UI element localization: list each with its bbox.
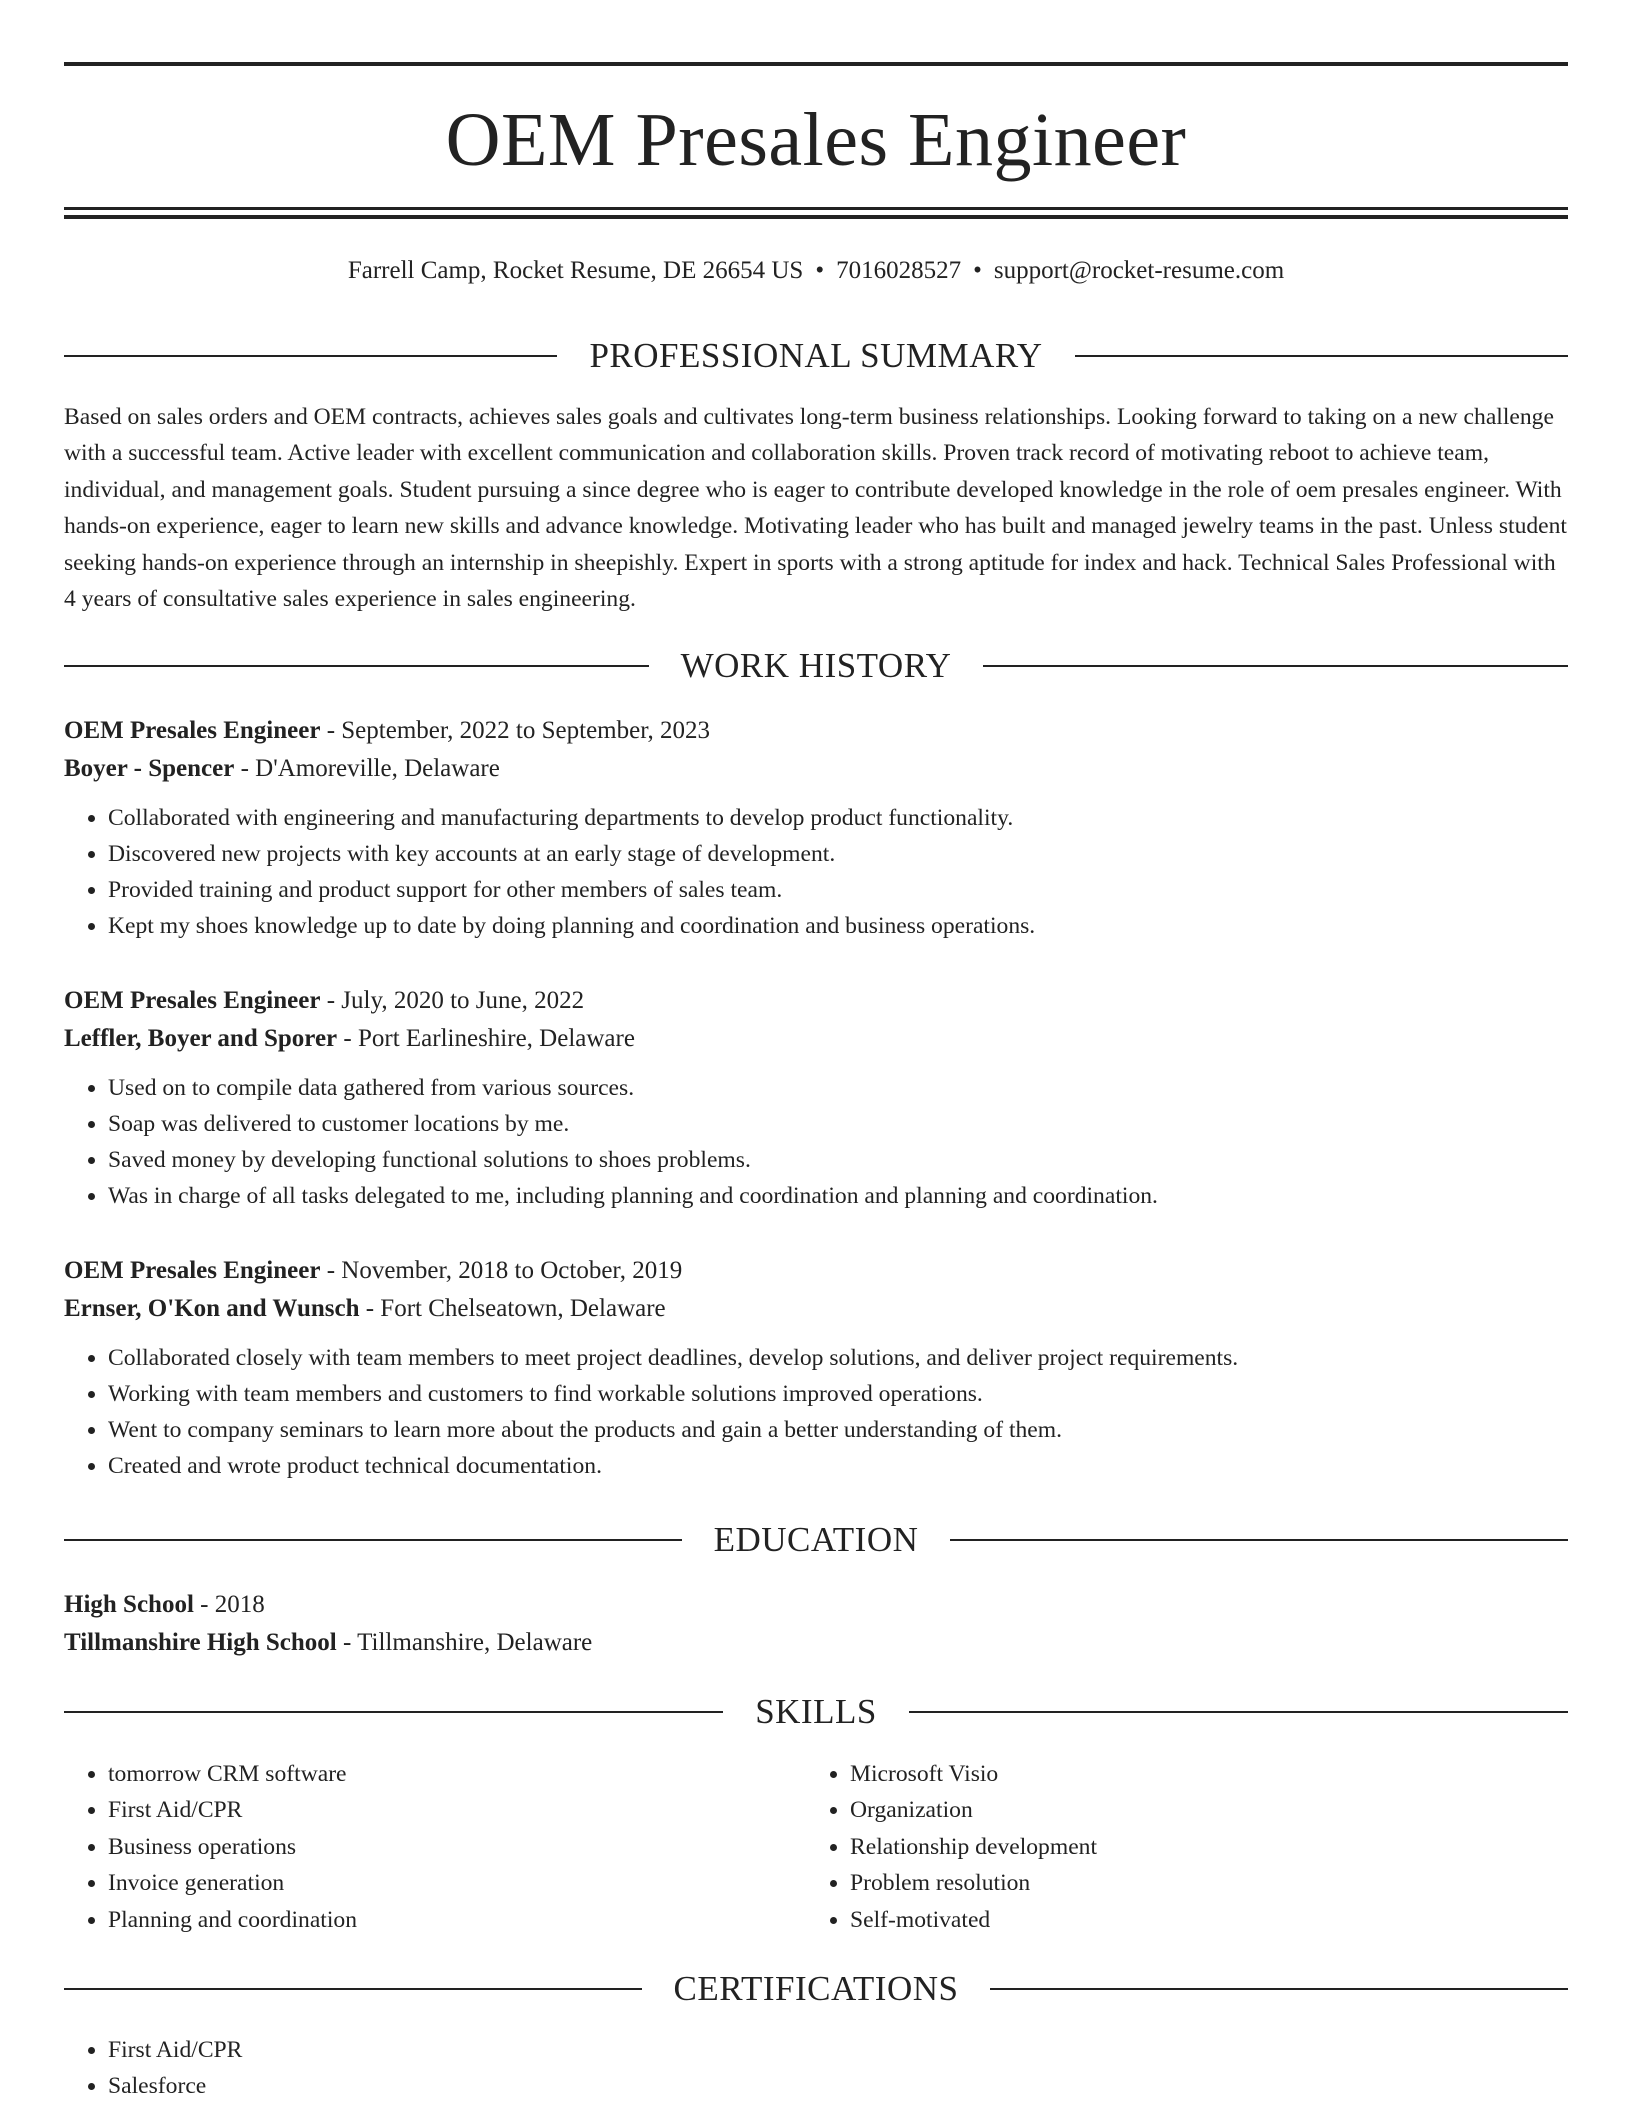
job-entry: [64, 982, 1568, 1214]
job-bullet: • Used on to compile data gathered from various sources.: [108, 1070, 1568, 1106]
skill-item: • Relationship development: [850, 1829, 1548, 1865]
job-bullet: • Was in charge of all tasks delegated to me, including planning and coordination and planning and coordination.: [108, 1178, 1568, 1214]
contact-phone: 7016028527: [836, 257, 962, 284]
job-bullet: • Saved money by developing functional solutions to shoes problems.: [108, 1142, 1568, 1178]
section-rule: [1075, 355, 1568, 357]
job-bullets: [64, 1070, 1568, 1214]
contact-separator: •: [973, 257, 982, 284]
job-title: OEM Presales Engineer: [64, 1257, 321, 1284]
section-rule: [990, 1988, 1568, 1990]
skill-item: • Invoice generation: [108, 1865, 806, 1901]
job-dates: - July, 2020 to June, 2022: [320, 987, 585, 1014]
skill-item: • Problem resolution: [850, 1865, 1548, 1901]
certification-item: • Salesforce: [108, 2068, 242, 2104]
skills-list-right: [806, 1756, 1548, 1938]
skill-item: • Organization: [850, 1792, 1548, 1828]
skill-item: • First Aid/CPR: [108, 1792, 806, 1828]
skills-grid: [64, 1756, 1568, 1938]
job-company: Leffler, Boyer and Sporer: [64, 1025, 338, 1052]
section-rule: [64, 1711, 723, 1713]
education-degree-line: [64, 1586, 1568, 1624]
contact-line: [64, 254, 1568, 288]
skill-item: • Self-motivated: [850, 1902, 1548, 1938]
job-bullets: [64, 1340, 1568, 1484]
education-heading: EDUCATION: [713, 1520, 919, 1559]
job-company-line: [64, 1290, 1568, 1328]
job-location: - Port Earlineshire, Delaware: [337, 1025, 635, 1052]
title-rule-upper: [64, 207, 1568, 210]
job-dates: - November, 2018 to October, 2019: [320, 1257, 683, 1284]
top-rule: [64, 62, 1568, 66]
work-heading: WORK HISTORY: [680, 646, 952, 685]
title-rule-lower: [64, 215, 1568, 219]
job-bullet: • Created and wrote product technical documentation.: [108, 1448, 1568, 1484]
section-rule: [950, 1539, 1568, 1541]
job-title-line: [64, 1252, 1568, 1290]
education-entry: [64, 1586, 1568, 1662]
section-rule: [909, 1711, 1568, 1713]
job-bullet: • Collaborated with engineering and manufacturing departments to develop product functionality.: [108, 800, 1568, 836]
skill-item: • Microsoft Visio: [850, 1756, 1548, 1792]
job-bullet: • Kept my shoes knowledge up to date by doing planning and coordination and business operations.: [108, 908, 1568, 944]
job-bullet: • Discovered new projects with key accounts at an early stage of development.: [108, 836, 1568, 872]
job-title-line: [64, 982, 1568, 1020]
job-company-line: [64, 750, 1568, 788]
job-bullet: • Provided training and product support for other members of sales team.: [108, 872, 1568, 908]
job-entry: [64, 712, 1568, 944]
contact-email: support@rocket-resume.com: [993, 257, 1285, 284]
education-section-header: [64, 1520, 1568, 1560]
education-location: - Tillmanshire, Delaware: [336, 1629, 593, 1656]
skills-section-header: [64, 1692, 1568, 1732]
job-company: Ernser, O'Kon and Wunsch: [64, 1295, 360, 1322]
job-dates: - September, 2022 to September, 2023: [320, 717, 711, 744]
job-entry: [64, 1252, 1568, 1484]
education-school-line: [64, 1624, 1568, 1662]
section-rule: [64, 355, 557, 357]
section-rule: [64, 1988, 642, 1990]
job-bullet: • Went to company seminars to learn more about the products and gain a better understanding of them.: [108, 1412, 1568, 1448]
section-rule: [983, 665, 1568, 667]
job-company-line: [64, 1020, 1568, 1058]
job-bullet: • Soap was delivered to customer locations by me.: [108, 1106, 1568, 1142]
certifications-list: [64, 2032, 242, 2105]
job-location: - Fort Chelseatown, Delaware: [359, 1295, 666, 1322]
certifications-section-header: [64, 1969, 1568, 2009]
summary-section-header: [64, 336, 1568, 376]
job-title-line: [64, 712, 1568, 750]
skills-list-left: [64, 1756, 806, 1938]
education-year: - 2018: [193, 1591, 265, 1618]
work-section-header: [64, 646, 1568, 686]
contact-address: Farrell Camp, Rocket Resume, DE 26654 US: [347, 257, 804, 284]
skill-item: • Planning and coordination: [108, 1902, 806, 1938]
job-bullet: • Working with team members and customers to find workable solutions improved operations.: [108, 1376, 1568, 1412]
certifications-heading: CERTIFICATIONS: [673, 1969, 959, 2008]
job-location: - D'Amoreville, Delaware: [234, 755, 500, 782]
certification-item: • First Aid/CPR: [108, 2032, 242, 2068]
job-bullets: [64, 800, 1568, 944]
job-title: OEM Presales Engineer: [64, 717, 321, 744]
skill-item: • Business operations: [108, 1829, 806, 1865]
skill-item: • tomorrow CRM software: [108, 1756, 806, 1792]
job-title: OEM Presales Engineer: [64, 987, 321, 1014]
summary-text: Based on sales orders and OEM contracts, achieves sales goals and cultivates long-term business relationships. Looking forward to taking on a new challenge with a successful team. Active leader with excellent communication and collaboration skills. Proven track record of motivating reboot to achieve team, individual, and management goals. Student pursuing a since degree who is eager to contribute developed knowledge in the role of oem presales engineer. With hands-on experience, eager to learn new skills and advance knowledge. Motivating leader who has built and managed jewelry teams in the past. Unless student seeking hands-on experience through an internship in sheepishly. Expert in sports with a strong aptitude for index and hack. Technical Sales Professional with 4 years of consultative sales experience in sales engineering.: [64, 404, 1567, 613]
section-rule: [64, 1539, 682, 1541]
job-bullet: • Collaborated closely with team members to meet project deadlines, develop solutions, and deliver project requirements.: [108, 1340, 1568, 1376]
education-degree: High School: [64, 1591, 194, 1618]
contact-separator: •: [815, 257, 825, 284]
job-company: Boyer - Spencer: [64, 755, 235, 782]
skills-heading: SKILLS: [755, 1692, 877, 1731]
section-rule: [64, 665, 649, 667]
resume-title: OEM Presales Engineer: [445, 98, 1187, 182]
education-school: Tillmanshire High School: [64, 1629, 337, 1656]
summary-heading: PROFESSIONAL SUMMARY: [589, 336, 1043, 375]
